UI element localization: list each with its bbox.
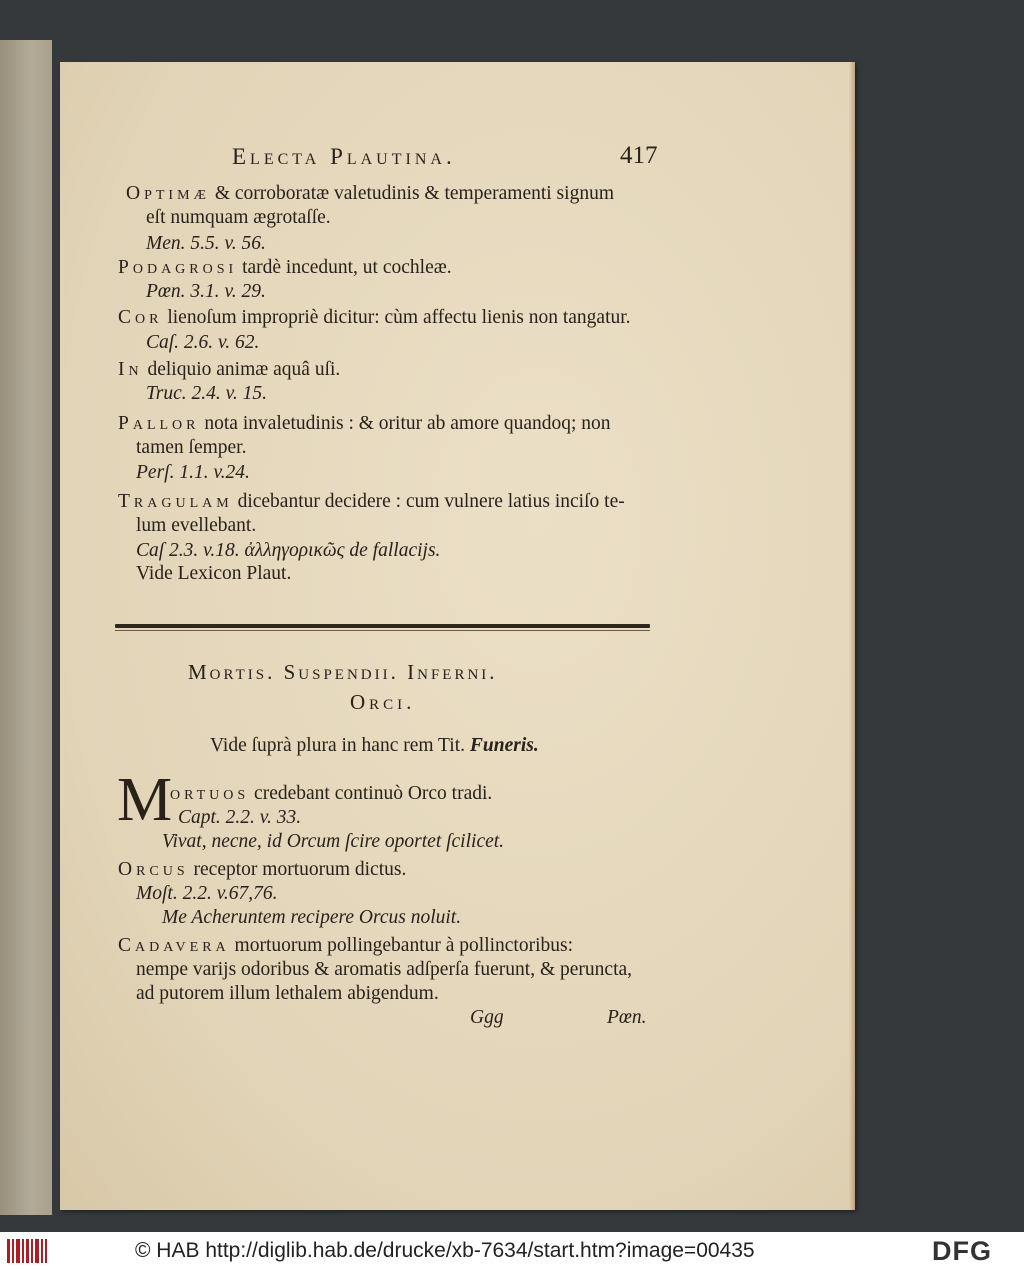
see-also-lexicon: Vide Lexicon Plaut. xyxy=(136,563,292,584)
running-header: Electa Plautina. xyxy=(232,144,456,169)
footer-bar xyxy=(0,1232,1024,1270)
section-note-text: Vide ſuprà plura in hanc rem Tit. xyxy=(210,735,470,756)
entry-continuation: eſt numquam ægrotaſſe. xyxy=(146,207,331,228)
entry-text: dicebantur decidere : cum vulnere latius inciſo te- xyxy=(232,491,625,512)
entry-lead: Tragulam xyxy=(118,491,233,512)
entry-text: credebant continuò Orco tradi. xyxy=(249,783,493,804)
entry-text: & corroboratæ valetudinis & temperamenti signum xyxy=(209,183,614,204)
entry-text: lienoſum impropriè dicitur: cùm affectu lienis non tangatur. xyxy=(162,307,631,328)
entry-lead: Pallor xyxy=(118,413,200,434)
entry-continuation: nempe varijs odoribus & aromatis adſperſa fuerunt, & peruncta, xyxy=(136,959,633,980)
section-title: Mortis. Suspendii. Inferni. xyxy=(188,660,498,684)
entry-quote: Me Acheruntem recipere Orcus noluit. xyxy=(162,907,462,928)
dfg-logo: DFG xyxy=(932,1236,992,1266)
entry-lead: ortuos xyxy=(170,783,250,804)
entry-lead: Orcus xyxy=(118,859,189,880)
entry-reference: Men. 5.5. v. 56. xyxy=(146,233,266,254)
entry-lead: Cadavera xyxy=(118,935,230,956)
entry-reference: Moſt. 2.2. v.67,76. xyxy=(136,883,278,904)
entry-continuation: ad putorem illum lethalem abigendum. xyxy=(136,983,439,1004)
entry-reference: Pœn. 3.1. v. 29. xyxy=(146,281,266,302)
section-divider-rule xyxy=(115,624,650,628)
entry-continuation: lum evellebant. xyxy=(136,515,257,536)
page-number: 417 xyxy=(620,142,658,169)
entry-reference: Caſ. 2.6. v. 62. xyxy=(146,332,260,353)
entry-quote: Vivat, necne, id Orcum ſcire oportet ſcilicet. xyxy=(162,831,505,852)
entry-lead: Cor xyxy=(118,307,163,328)
entry-continuation: tamen ſemper. xyxy=(136,437,247,458)
section-note-italic: Funeris. xyxy=(469,735,539,756)
entry-text: deliquio animæ aquâ uſi. xyxy=(142,359,341,380)
hab-barcode-logo-icon xyxy=(6,1237,48,1265)
previous-page-edge xyxy=(0,40,52,1215)
entry-text: mortuorum pollingebantur à pollinctoribus: xyxy=(229,935,574,956)
signature-mark: Ggg xyxy=(470,1007,504,1028)
entry-text: nota invaletudinis : & oritur ab amore quandoq; non xyxy=(199,413,611,434)
catchword: Pœn. xyxy=(607,1007,647,1028)
entry-text: tardè incedunt, ut cochleæ. xyxy=(237,257,452,278)
entry-lead: Podagrosi xyxy=(118,257,238,278)
copyright-url[interactable]: © HAB http://diglib.hab.de/drucke/xb-7634/start.htm?image=00435 xyxy=(135,1239,755,1262)
entry-lead: Optimæ xyxy=(126,183,210,204)
section-note xyxy=(210,734,539,758)
entry-reference: Caſ 2.3. v.18. ἀλληγορικῶς de fallacijs. xyxy=(136,540,441,561)
entry-reference: Capt. 2.2. v. 33. xyxy=(178,807,302,828)
entry-lead: In xyxy=(118,359,143,380)
entry-reference: Perſ. 1.1. v.24. xyxy=(136,462,250,483)
drop-capital: M xyxy=(117,766,173,834)
entry-reference: Truc. 2.4. v. 15. xyxy=(146,383,267,404)
entry-text: receptor mortuorum dictus. xyxy=(188,859,407,880)
section-title-continued: Orci. xyxy=(350,690,416,714)
